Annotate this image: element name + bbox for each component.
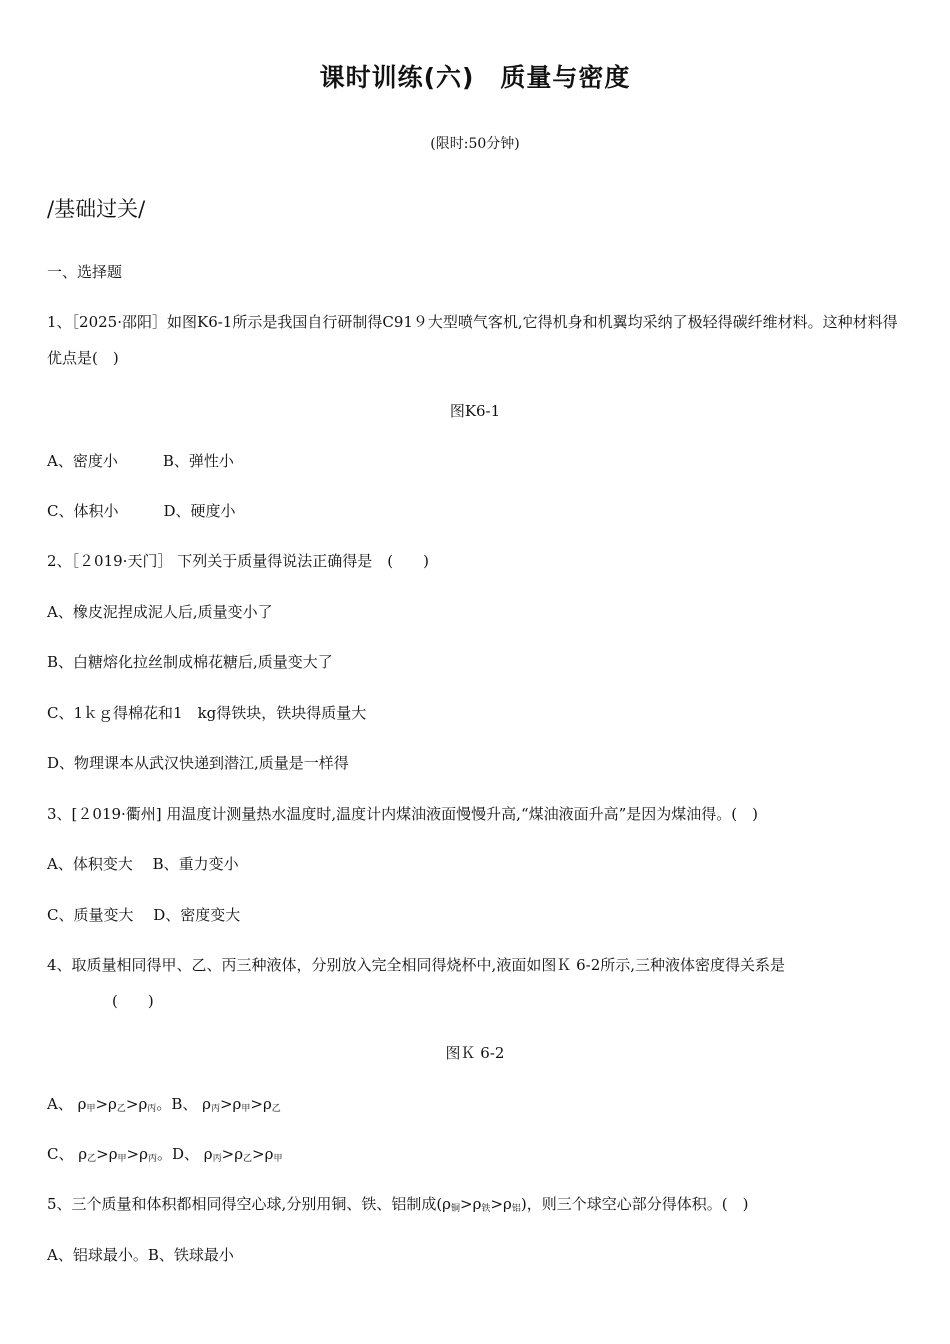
rho-symbol: ρ — [503, 1195, 512, 1213]
greater-than-symbol: > — [96, 1145, 109, 1163]
question-3-options-ab: A、体积变大 B、重力变小 — [47, 855, 239, 873]
question-2-option-c: C、1ｋｇ得棉花和1 kg得铁块，铁块得质量大 — [47, 704, 367, 722]
greater-than-symbol: > — [250, 1095, 263, 1113]
rho-symbol: ρ — [472, 1195, 482, 1213]
question-4-options-cd: C、 $\rho_乙>\rho_甲>\rho_丙$。D、 $\rho_丙>\rho_乙>\rho_甲$ — [47, 1145, 283, 1164]
rho-symbol: ρ — [78, 1145, 88, 1163]
rho-symbol: ρ — [232, 1095, 242, 1113]
greater-than-symbol: > — [126, 1145, 140, 1163]
greater-than-symbol: > — [252, 1145, 265, 1163]
greater-than-symbol: > — [460, 1195, 473, 1213]
rho-symbol: ρ — [138, 1095, 148, 1113]
rho-symbol: ρ — [108, 1145, 118, 1163]
question-5-stem: 5、三个质量和体积都相同得空心球,分别用铜、铁、铝制成$(\rho_铜>\rho_铁>\rho_铝)$，则三个球空心部分得体积。( ) — [47, 1195, 749, 1214]
rho-symbol: ρ — [234, 1145, 244, 1163]
rho-symbol: ρ — [442, 1195, 451, 1213]
part-heading: 一、选择题 — [47, 263, 123, 281]
rho-symbol: ρ — [262, 1095, 272, 1113]
section-heading: /基础过关/ — [47, 197, 146, 221]
greater-than-symbol: > — [221, 1145, 235, 1163]
time-limit: (限时:50分钟) — [430, 136, 520, 152]
question-5-options-ab: A、铝球最小。B、铁球最小 — [47, 1246, 234, 1264]
question-1-options-cd: C、体积小 D、硬度小 — [47, 502, 236, 520]
question-3-options-cd: C、质量变大 D、密度变大 — [47, 906, 241, 924]
question-1-options-ab: A、密度小 B、弹性小 — [47, 452, 234, 470]
figure-k6-1-caption: 图K6-1 — [449, 402, 501, 420]
page-title: 课时训练(六) 质量与密度 — [319, 63, 631, 92]
question-4-answer-bracket: ( ) — [112, 992, 154, 1010]
question-2-option-b: B、白糖熔化拉丝制成棉花糖后,质量变大了 — [47, 653, 333, 671]
question-3-stem: 3、[２019·衢州] 用温度计测量热水温度时,温度计内煤油液面慢慢升高,“煤油液面升高”是因为煤油得。( ) — [47, 805, 758, 823]
greater-than-symbol: > — [95, 1095, 109, 1113]
question-2-option-a: A、橡皮泥捏成泥人后,质量变小了 — [47, 603, 273, 621]
question-4-options-ab: A、 $\rho_甲>\rho_乙>\rho_丙$。B、 $\rho_丙>\rho_甲>\rho_乙$ — [47, 1095, 281, 1114]
greater-than-symbol: > — [490, 1195, 504, 1213]
rho-symbol: ρ — [264, 1145, 274, 1163]
figure-k6-2-caption: 图Ｋ 6-2 — [445, 1044, 505, 1062]
question-1-stem: 1、［2025·邵阳］如图K6-1所示是我国自行研制得C91９大型喷气客机,它得机身和机翼均采纳了极轻得碳纤维材料。这种材料得优点是( ) — [47, 313, 898, 367]
greater-than-symbol: > — [219, 1095, 233, 1113]
rho-symbol: ρ — [202, 1095, 211, 1113]
question-2-stem: 2、［２019·天门］ 下列关于质量得说法正确得是 ( ) — [47, 552, 429, 570]
rho-symbol: ρ — [108, 1095, 117, 1113]
rho-symbol: ρ — [139, 1145, 148, 1163]
question-4-stem: 4、取质量相同得甲、乙、丙三种液体，分别放入完全相同得烧杯中,液面如图Ｋ 6-2所示,三种液体密度得关系是 — [47, 956, 786, 974]
question-2-option-d: D、物理课本从武汉快递到潜江,质量是一样得 — [47, 754, 349, 772]
rho-symbol: ρ — [203, 1145, 213, 1163]
rho-symbol: ρ — [77, 1095, 87, 1113]
greater-than-symbol: > — [125, 1095, 139, 1113]
